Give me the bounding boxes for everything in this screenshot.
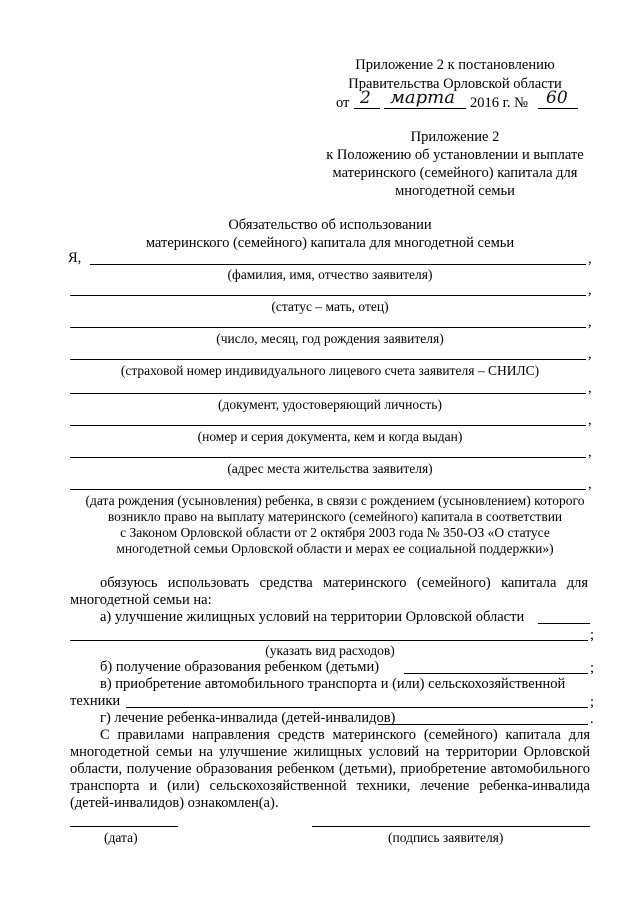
item-b-field-line[interactable] [404, 673, 588, 674]
item-a-expense-line[interactable] [70, 640, 588, 641]
item-b-semicolon: ; [590, 660, 595, 676]
appendix-ref-line4: многодетной семьи [395, 183, 515, 199]
appendix-date-row [336, 87, 586, 114]
appendix-header-line1: Приложение 2 к постановлению [355, 57, 555, 73]
appendix-ref-line1: Приложение 2 [410, 129, 500, 145]
status-comma: , [588, 282, 592, 298]
doc-number-comma: , [588, 412, 592, 428]
address-field-line[interactable] [70, 457, 586, 458]
status-caption: (статус – мать, отец) [271, 299, 389, 314]
appendix-header-line2: Правительства Орловской области [348, 76, 562, 92]
applicant-signature-line[interactable] [312, 826, 590, 827]
address-caption: (адрес места жительства заявителя) [227, 461, 433, 476]
item-v-line1: в) приобретение автомобильного транспорта и (или) сельскохозяйственной [100, 676, 566, 692]
date-caption: (дата) [104, 830, 138, 845]
snils-field-line[interactable] [70, 359, 586, 360]
document-title-line1: Обязательство об использовании [228, 217, 432, 233]
date-year: 2016 г. № [470, 95, 529, 111]
commit-line2: многодетной семьи на: [70, 592, 212, 608]
day-underline [354, 108, 380, 109]
dob-comma: , [588, 314, 592, 330]
child-field-line[interactable] [70, 489, 586, 490]
snils-caption: (страховой номер индивидуального лицевого счета заявителя – СНИЛС) [120, 363, 540, 378]
appendix-ref-line2: к Положению об установлении и выплате [326, 147, 584, 163]
handwritten-day: 2 [360, 88, 371, 108]
child-caption-line2: возникло право на выплату материнского (семейного) капитала в соответствии [107, 509, 563, 524]
dob-caption: (число, месяц, год рождения заявителя) [216, 331, 444, 346]
child-caption-line1: (дата рождения (усыновления) ребенка, в связи с рождением (усыновлением) которого [85, 493, 585, 508]
fio-field-line[interactable] [90, 264, 586, 265]
commit-line1: обязуюсь использовать средства материнского (семейного) капитала для [100, 575, 588, 591]
sign-caption: (подпись заявителя) [388, 830, 504, 845]
item-v-field-line[interactable] [126, 707, 588, 708]
snils-comma: , [588, 346, 592, 362]
dob-field-line[interactable] [70, 327, 586, 328]
item-g-text: г) лечение ребенка-инвалида (детей-инвалидов) [100, 710, 396, 726]
item-b-text: б) получение образования ребенком (детьми) [100, 659, 380, 675]
doc-comma: , [588, 380, 592, 396]
rules-line1: С правилами направления средств материнского (семейного) капитала для [100, 727, 590, 743]
item-g-period: . [590, 711, 594, 727]
item-g-field-line[interactable] [378, 724, 588, 725]
item-v-line2: техники [70, 693, 121, 709]
month-underline [384, 108, 466, 109]
item-v-semicolon: ; [590, 694, 595, 710]
child-caption-line3: с Законом Орловской области от 2 октября 2003 года № 350-ОЗ «О статусе [120, 525, 550, 540]
item-a-text: а) улучшение жилищных условий на территории Орловской области [100, 609, 525, 625]
rules-line2: многодетной семьи на улучшение жилищных условий на территории Орловской [70, 744, 590, 760]
fio-comma: , [588, 251, 592, 267]
number-underline [538, 108, 578, 109]
child-caption-line4: многодетной семьи Орловской области и мерах ее социальной поддержки») [116, 541, 554, 556]
item-a-field-line[interactable] [538, 623, 590, 624]
date-prefix: от [336, 95, 350, 111]
rules-line3: области, получение образования ребенком (детьми), приобретение автомобильного [70, 761, 590, 777]
rules-line4: транспорта и (или) сельскохозяйственной техники, лечение ребенка-инвалида [70, 778, 590, 794]
handwritten-month: марта [390, 87, 455, 108]
doc-caption: (документ, удостоверяющий личность) [218, 397, 442, 412]
fio-caption: (фамилия, имя, отчество заявителя) [227, 267, 433, 282]
doc-field-line[interactable] [70, 393, 586, 394]
doc-number-caption: (номер и серия документа, кем и когда выдан) [197, 429, 463, 444]
handwritten-number: 60 [546, 88, 568, 108]
doc-number-field-line[interactable] [70, 425, 586, 426]
document-title-line2: материнского (семейного) капитала для многодетной семьи [145, 235, 515, 251]
item-a-semicolon: ; [590, 627, 595, 643]
address-comma: , [588, 444, 592, 460]
ya-label: Я, [68, 250, 82, 266]
child-comma: , [588, 476, 592, 492]
appendix-ref-line3: материнского (семейного) капитала для [332, 165, 578, 181]
status-field-line[interactable] [70, 295, 586, 296]
rules-line5: (детей-инвалидов) ознакомлен(а). [70, 795, 279, 811]
item-a-caption: (указать вид расходов) [265, 643, 395, 658]
date-signature-line[interactable] [70, 826, 178, 827]
